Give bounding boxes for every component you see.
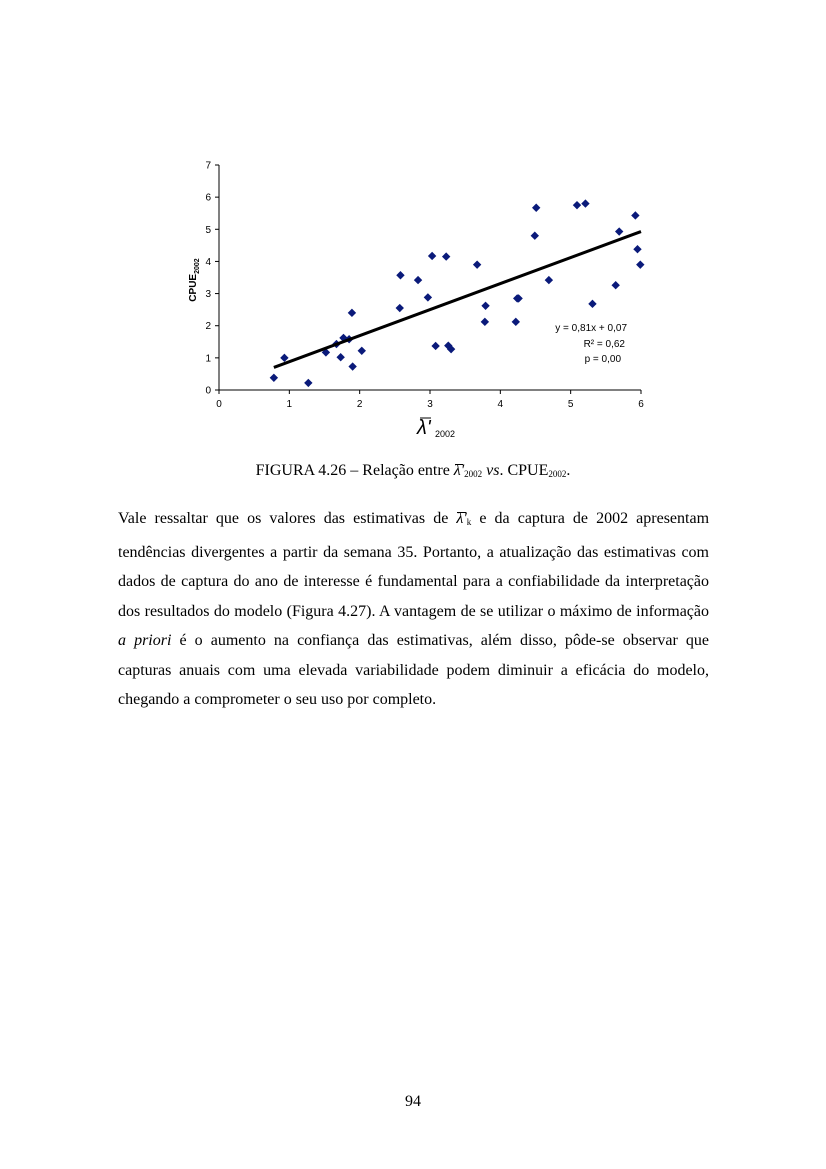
- data-point: [396, 271, 404, 279]
- data-point: [531, 232, 539, 240]
- x-tick-label: 3: [427, 399, 433, 410]
- x-axis-label-sub: 2002: [435, 429, 456, 439]
- x-axis-label-symbol: λ': [417, 417, 431, 439]
- caption-lambda-symbol: λ': [453, 462, 465, 479]
- data-point: [348, 362, 356, 370]
- data-point: [631, 211, 639, 219]
- x-axis-label: [416, 417, 455, 439]
- caption-end: .: [566, 462, 571, 479]
- caption-prefix: FIGURA 4.26 – Relação entre: [255, 462, 450, 479]
- data-point: [514, 294, 522, 302]
- data-point: [532, 204, 540, 212]
- caption-vs: vs: [486, 462, 500, 479]
- data-point: [588, 300, 596, 308]
- x-tick-label: 1: [286, 399, 293, 410]
- y-tick-label: 0: [205, 385, 211, 397]
- data-point: [615, 227, 623, 235]
- y-tick-label: 7: [205, 160, 211, 172]
- data-point: [414, 276, 422, 284]
- y-axis-ticks: [205, 161, 219, 397]
- scatter-chart: [175, 150, 655, 450]
- data-point: [270, 374, 278, 382]
- x-tick-label: 0: [216, 399, 222, 410]
- figure-caption: [0, 462, 826, 480]
- y-tick-label: 3: [205, 289, 211, 301]
- data-point: [280, 354, 288, 362]
- x-axis-ticks: [216, 390, 644, 410]
- data-point: [481, 318, 489, 326]
- paragraph-lambda-sub: k: [466, 517, 472, 527]
- data-point: [473, 260, 481, 268]
- data-point: [348, 309, 356, 317]
- data-point: [636, 260, 644, 268]
- data-point: [304, 379, 312, 387]
- x-tick-label: 6: [638, 399, 644, 410]
- annotation-p: p = 0,00: [584, 354, 621, 365]
- data-point: [396, 304, 404, 312]
- data-point: [424, 293, 432, 301]
- data-point: [481, 302, 489, 310]
- annotation-equation: y = 0,81x + 0,07: [555, 323, 627, 334]
- data-point: [431, 342, 439, 350]
- caption-lambda-sub: 2002: [464, 469, 483, 479]
- y-tick-label: 6: [205, 192, 211, 204]
- caption-tail-sub: 2002: [548, 469, 567, 479]
- data-point: [573, 201, 581, 209]
- y-tick-label: 5: [205, 224, 211, 236]
- data-point: [633, 245, 641, 253]
- data-point: [336, 353, 344, 361]
- caption-tail: . CPUE: [499, 462, 549, 479]
- x-tick-label: 2: [356, 399, 363, 410]
- data-point: [358, 347, 366, 355]
- x-tick-label: 5: [567, 399, 574, 410]
- paragraph-lambda-symbol: λ': [456, 510, 467, 527]
- paragraph-emphasis: a priori: [118, 632, 172, 649]
- data-point: [581, 199, 589, 207]
- x-tick-label: 4: [497, 399, 504, 410]
- body-paragraph: [118, 504, 709, 715]
- regression-annotation: [555, 323, 627, 365]
- data-point: [611, 281, 619, 289]
- y-tick-label: 1: [205, 353, 211, 365]
- paragraph-part2: e da captura de 2002 apresentam tendências divergentes a partir da semana 35. Portanto, a atualização das estimativas com dados de captura do ano de interesse é fundamental para a confiabilidade da interpretação dos resultados do modelo (Figura 4.27). A vantagem de se utilizar o máximo de informação: [118, 510, 710, 620]
- y-tick-label: 4: [205, 256, 211, 268]
- annotation-r2: R² = 0,62: [583, 339, 625, 350]
- y-axis-label: $CPUE_{2002}$: [188, 258, 201, 302]
- data-point: [442, 252, 450, 260]
- y-tick-label: 2: [205, 321, 211, 333]
- data-point: [512, 318, 520, 326]
- paragraph-part3: é o aumento na confiança das estimativas, além disso, pôde-se observar que capturas anuais com uma elevada variabilidade podem diminuir a eficácia do modelo, chegando a comprometer o seu uso por completo.: [118, 632, 710, 708]
- data-point: [428, 252, 436, 260]
- paragraph-part1: Vale ressaltar que os valores das estimativas de: [118, 510, 449, 527]
- page-number: 94: [405, 1093, 421, 1110]
- data-point: [545, 276, 553, 284]
